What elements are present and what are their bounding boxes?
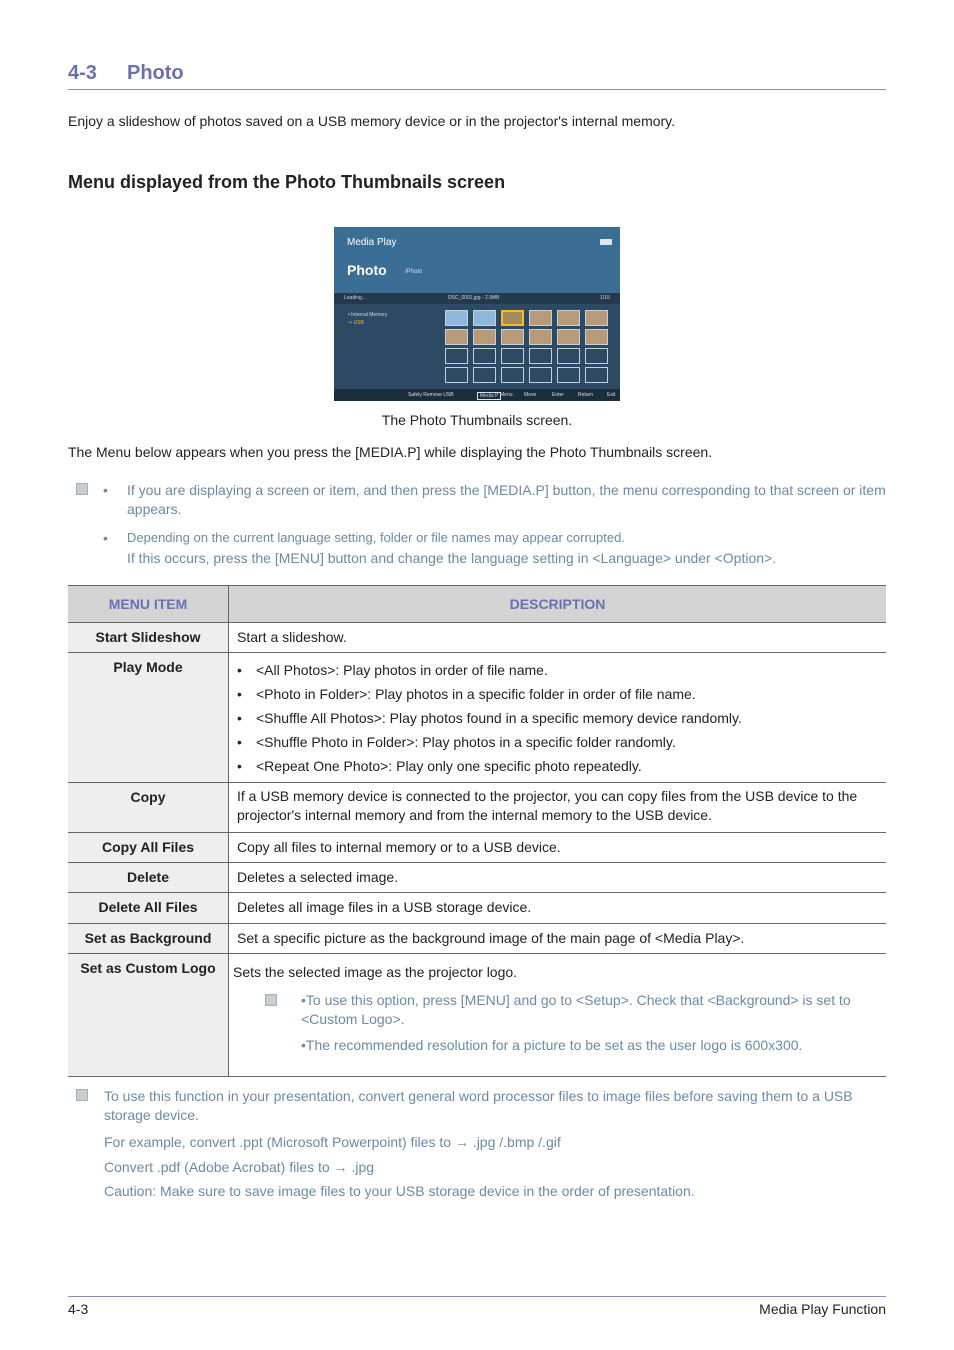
header-description: DESCRIPTION [229, 586, 887, 623]
screenshot-caption: The Photo Thumbnails screen. [381, 412, 573, 428]
section-heading [68, 62, 886, 90]
footer-return: Return [578, 392, 594, 398]
thumbnail-photo [501, 329, 524, 345]
footer-media-button: Media P [477, 392, 501, 400]
bottom-note-3: Convert .pdf (Adobe Acrobat) files to → .jpg [104, 1159, 375, 1175]
list-item: • <Repeat One Photo>: Play only one specific photo repeatedly. [237, 754, 886, 778]
thumbnail-empty [585, 348, 608, 364]
tree-internal-memory: Internal Memory [351, 312, 388, 318]
footer-enter: Enter [552, 392, 564, 398]
table-row [68, 623, 886, 653]
row-desc: Deletes a selected image. [237, 869, 399, 885]
list-item: • <Shuffle Photo in Folder>: Play photos in a specific folder randomly. [237, 730, 886, 754]
note-icon [76, 1089, 88, 1101]
screenshot-path: /Photo [405, 269, 423, 275]
bottom-note-1: To use this function in your presentation, convert general word processor files to image files before saving them to a USB storage device. [104, 1088, 853, 1123]
screenshot-app-title: Media Play [347, 237, 397, 248]
logo-note-2: •The recommended resolution for a picture to be set as the user logo is 600x300. [301, 1037, 803, 1053]
thumbnail-empty [445, 348, 468, 364]
note-1-text: If you are displaying a screen or item, and then press the [MEDIA.P] button, the menu corresponding to that screen or item appears. [127, 482, 886, 517]
screenshot-status-bar [334, 293, 620, 304]
footer-menu: Menu [500, 392, 513, 398]
footer-exit: Exit [607, 392, 616, 398]
row-desc: Deletes all image files in a USB storage device. [237, 899, 532, 915]
status-count: 1/15 [600, 295, 610, 301]
footer-safe-remove: Safely Remove USB [408, 392, 454, 398]
note-2-cont: If this occurs, press the [MENU] button and change the language setting in <Language> under <Option>. [127, 550, 777, 566]
thumbnail-folder [445, 310, 468, 326]
bottom-note-4: Caution: Make sure to save image files to your USB storage device in the order of presentation. [104, 1183, 695, 1199]
thumbnail-empty [585, 367, 608, 383]
list-item: • <Photo in Folder>: Play photos in a specific folder in order of file name. [237, 682, 886, 706]
screenshot-device-tree: ▪ Internal Memory ⇒ USB [348, 312, 388, 326]
row-name: Set as Background [84, 930, 212, 946]
thumbnail-photo [585, 310, 608, 326]
usb-icon [600, 239, 612, 245]
thumbnail-empty [473, 348, 496, 364]
menu-intro-text: The Menu below appears when you press the [MEDIA.P] while displaying the Photo Thumbnails screen. [68, 444, 713, 460]
table-row [68, 863, 886, 893]
row-desc: If a USB memory device is connected to the projector, you can copy files from the USB device to the projector's internal memory and from the internal memory to the USB device. [237, 788, 858, 823]
table-row [68, 653, 886, 783]
thumbnail-grid [445, 310, 613, 384]
note-icon [76, 483, 88, 495]
row-name: Copy [130, 789, 166, 805]
list-item: • <Shuffle All Photos>: Play photos found in a specific memory device randomly. [237, 706, 886, 730]
row-desc: Set a specific picture as the background image of the main page of <Media Play>. [237, 930, 745, 946]
thumbnail-folder [473, 310, 496, 326]
thumbnail-empty [529, 367, 552, 383]
thumbnail-photo [557, 329, 580, 345]
thumbnail-empty [501, 367, 524, 383]
thumbnail-selected [501, 310, 524, 326]
footer-chapter: Media Play Function [759, 1301, 886, 1317]
table-row [68, 833, 886, 863]
tree-usb: USB [353, 320, 364, 326]
table-row [68, 924, 886, 954]
thumbnail-empty [557, 367, 580, 383]
row-name: Play Mode [113, 659, 183, 675]
play-mode-list [229, 653, 886, 782]
screenshot-header [334, 227, 620, 293]
thumbnail-photo [529, 329, 552, 345]
thumbnail-photo [557, 310, 580, 326]
thumbnail-empty [529, 348, 552, 364]
thumbnail-photo [445, 329, 468, 345]
thumbnail-photo [585, 329, 608, 345]
table-row [68, 954, 886, 1077]
list-item: • <All Photos>: Play photos in order of file name. [237, 658, 886, 682]
screenshot-footer [334, 389, 620, 401]
status-loading: Loading... [344, 295, 366, 301]
row-name: Delete [126, 869, 170, 885]
thumbnail-empty [557, 348, 580, 364]
status-file: DSC_0001.jpg - 2.9MB [448, 295, 500, 301]
table-row [68, 783, 886, 833]
footer-rule [68, 1296, 886, 1297]
photo-thumbnails-screenshot [334, 227, 620, 401]
table-row [68, 893, 886, 924]
note-icon [265, 994, 277, 1006]
note-1: • If you are displaying a screen or item, and then press the [MEDIA.P] button, the menu corresponding to that screen or item appears. [103, 482, 886, 517]
footer-page-number: 4-3 [68, 1301, 89, 1317]
intro-text: Enjoy a slideshow of photos saved on a USB memory device or in the projector's internal memory. [68, 113, 676, 129]
row-desc: Copy all files to internal memory or to a USB device. [237, 839, 561, 855]
footer-move: Move [524, 392, 537, 398]
thumbnail-empty [473, 367, 496, 383]
note-2: • Depending on the current language setting, folder or file names may appear corrupted. If this occurs, press the [MENU] button and change the language setting in <Language> under <Option>. [103, 528, 887, 568]
row-name: Start Slideshow [95, 629, 201, 645]
thumbnail-empty [501, 348, 524, 364]
thumbnail-empty [445, 367, 468, 383]
thumbnail-photo [473, 329, 496, 345]
section-title: Photo [127, 62, 184, 84]
row-desc: Start a slideshow. [237, 629, 347, 645]
row-desc: Sets the selected image as the projector logo. [233, 964, 518, 980]
row-name: Copy All Files [101, 839, 195, 855]
header-menu-item: MENU ITEM [68, 586, 229, 623]
subheading: Menu displayed from the Photo Thumbnails screen [68, 172, 506, 192]
row-name: Set as Custom Logo [80, 960, 216, 976]
row-name: Delete All Files [98, 899, 198, 915]
thumbnail-photo [529, 310, 552, 326]
note-2-text: Depending on the current language setting, folder or file names may appear corrupted. [127, 530, 625, 545]
menu-table [68, 585, 886, 1077]
logo-note-1: •To use this option, press [MENU] and go to <Setup>. Check that <Background> is set to <Custom Logo>. [301, 992, 851, 1027]
screenshot-screen-title: Photo [347, 262, 387, 278]
section-number: 4-3 [68, 62, 97, 84]
bottom-note-2: For example, convert .ppt (Microsoft Powerpoint) files to → .jpg /.bmp /.gif [104, 1134, 561, 1150]
